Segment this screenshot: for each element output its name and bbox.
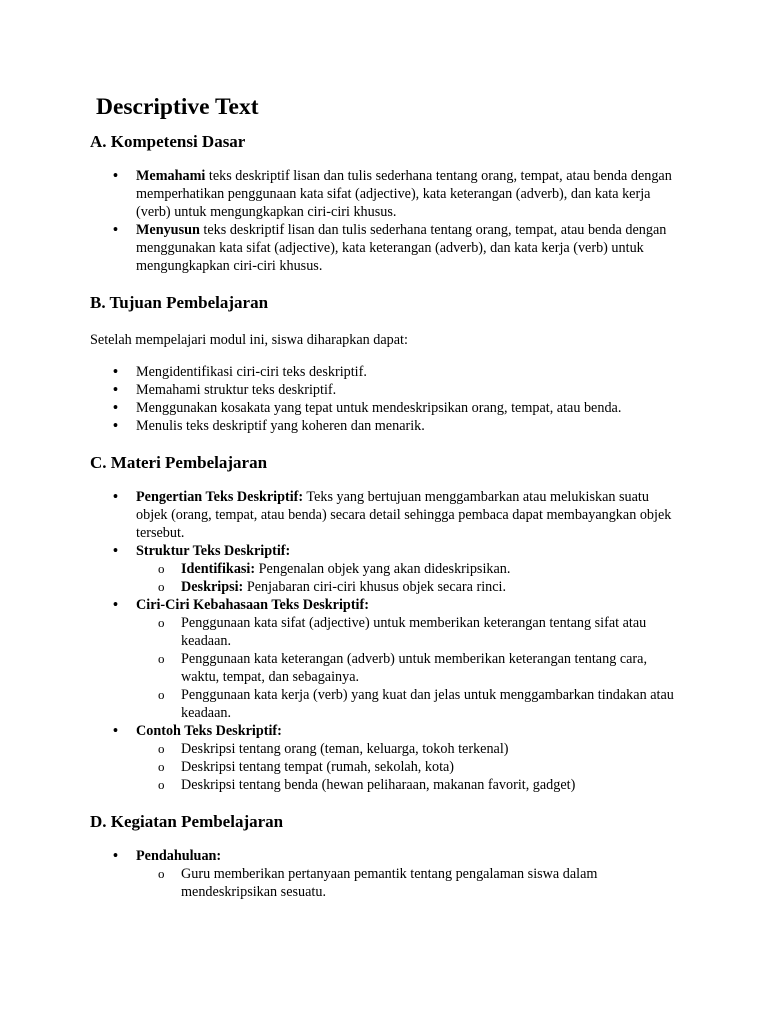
sub-list-item bbox=[158, 650, 678, 686]
bullet-icon: • bbox=[113, 723, 118, 739]
item-bold-term: Pendahuluan: bbox=[136, 848, 222, 864]
sub-item-bold-term: Deskripsi: bbox=[181, 579, 244, 595]
item-text: Teks yang bertujuan menggambarkan atau melukiskan suatu objek (orang, tempat, atau benda) secara detail sehingga pembaca dapat membayangkan objek tersebut. bbox=[136, 489, 672, 541]
circle-bullet-icon: o bbox=[158, 687, 165, 702]
section-a-list bbox=[90, 167, 678, 275]
list-item bbox=[113, 542, 678, 596]
circle-bullet-icon: o bbox=[158, 741, 165, 756]
sub-item-text: Deskripsi tentang benda (hewan peliharaan, makanan favorit, gadget) bbox=[181, 777, 576, 793]
item-text: Menulis teks deskriptif yang koheren dan menarik. bbox=[136, 418, 425, 434]
bullet-icon: • bbox=[113, 168, 118, 184]
sub-list bbox=[136, 740, 678, 794]
sub-item-text: Penggunaan kata kerja (verb) yang kuat dan jelas untuk menggambarkan tindakan atau keadaan. bbox=[181, 687, 674, 721]
section-d-heading: D. Kegiatan Pembelajaran bbox=[90, 812, 284, 831]
list-item bbox=[113, 847, 678, 901]
bullet-icon: • bbox=[113, 364, 118, 380]
item-text: Memahami struktur teks deskriptif. bbox=[136, 382, 337, 398]
section-b-heading: B. Tujuan Pembelajaran bbox=[90, 293, 269, 312]
item-bold-term: Struktur Teks Deskriptif: bbox=[136, 543, 291, 559]
circle-bullet-icon: o bbox=[158, 866, 165, 881]
item-bold-term: Pengertian Teks Deskriptif: bbox=[136, 489, 304, 505]
sub-item-text: Guru memberikan pertanyaan pemantik tentang pengalaman siswa dalam mendeskripsikan sesuatu. bbox=[181, 866, 598, 900]
sub-item-bold-term: Identifikasi: bbox=[181, 561, 256, 577]
circle-bullet-icon: o bbox=[158, 615, 165, 630]
sub-list bbox=[136, 560, 678, 596]
sub-item-text: Penggunaan kata sifat (adjective) untuk memberikan keterangan tentang sifat atau keadaan. bbox=[181, 615, 647, 649]
item-bold-term: Memahami bbox=[136, 168, 206, 184]
circle-bullet-icon: o bbox=[158, 759, 165, 774]
item-text: Mengidentifikasi ciri-ciri teks deskriptif. bbox=[136, 364, 367, 380]
list-item bbox=[113, 399, 678, 417]
sub-list-item bbox=[158, 758, 678, 776]
sub-item-text: Penggunaan kata keterangan (adverb) untuk memberikan keterangan tentang cara, waktu, tempat, dan sebagainya. bbox=[181, 651, 648, 685]
sub-list-item bbox=[158, 614, 678, 650]
list-item bbox=[113, 722, 678, 794]
item-bold-term: Ciri-Ciri Kebahasaan Teks Deskriptif: bbox=[136, 597, 369, 613]
bullet-icon: • bbox=[113, 848, 118, 864]
item-bold-term: Contoh Teks Deskriptif: bbox=[136, 723, 282, 739]
list-item bbox=[113, 417, 678, 435]
list-item bbox=[113, 363, 678, 381]
bullet-icon: • bbox=[113, 597, 118, 613]
sub-list bbox=[136, 614, 678, 722]
bullet-icon: • bbox=[113, 382, 118, 398]
sub-item-text: Penjabaran ciri-ciri khusus objek secara rinci. bbox=[243, 579, 507, 595]
circle-bullet-icon: o bbox=[158, 777, 165, 792]
circle-bullet-icon: o bbox=[158, 651, 165, 666]
sub-list-item bbox=[158, 776, 678, 794]
list-item bbox=[113, 488, 678, 542]
list-item bbox=[113, 381, 678, 399]
section-b-list bbox=[90, 363, 678, 435]
sub-list-item bbox=[158, 560, 678, 578]
sub-list-item bbox=[158, 865, 678, 901]
item-text: Menggunakan kosakata yang tepat untuk mendeskripsikan orang, tempat, atau benda. bbox=[136, 400, 622, 416]
section-a-heading: A. Kompetensi Dasar bbox=[90, 132, 246, 151]
list-item bbox=[113, 596, 678, 722]
circle-bullet-icon: o bbox=[158, 561, 165, 576]
sub-item-text: Pengenalan objek yang akan dideskripsikan. bbox=[255, 561, 511, 577]
section-c-heading: C. Materi Pembelajaran bbox=[90, 453, 268, 472]
sub-item-text: Deskripsi tentang tempat (rumah, sekolah, kota) bbox=[181, 759, 455, 775]
document-title: Descriptive Text bbox=[96, 94, 259, 120]
sub-list-item bbox=[158, 578, 678, 596]
bullet-icon: • bbox=[113, 489, 118, 505]
sub-list bbox=[136, 865, 678, 901]
section-c-list bbox=[90, 488, 678, 794]
bullet-icon: • bbox=[113, 400, 118, 416]
bullet-icon: • bbox=[113, 222, 118, 238]
list-item bbox=[113, 221, 678, 275]
item-text: teks deskriptif lisan dan tulis sederhana tentang orang, tempat, atau benda dengan menggunakan kata sifat (adjective), kata keterangan (adverb), dan kata kerja (verb) untuk mengungkapkan ciri-ciri khusus. bbox=[136, 222, 667, 274]
list-item bbox=[113, 167, 678, 221]
bullet-icon: • bbox=[113, 418, 118, 434]
sub-list-item bbox=[158, 740, 678, 758]
section-b-intro: Setelah mempelajari modul ini, siswa diharapkan dapat: bbox=[90, 332, 408, 348]
bullet-icon: • bbox=[113, 543, 118, 559]
sub-item-text: Deskripsi tentang orang (teman, keluarga, tokoh terkenal) bbox=[181, 741, 509, 757]
section-d-list bbox=[90, 847, 678, 901]
circle-bullet-icon: o bbox=[158, 579, 165, 594]
sub-list-item bbox=[158, 686, 678, 722]
item-text: teks deskriptif lisan dan tulis sederhana tentang orang, tempat, atau benda dengan memperhatikan penggunaan kata sifat (adjective), kata keterangan (adverb), dan kata kerja (verb) untuk mengungkapkan ciri-ciri khusus. bbox=[136, 168, 672, 220]
item-bold-term: Menyusun bbox=[136, 222, 200, 238]
